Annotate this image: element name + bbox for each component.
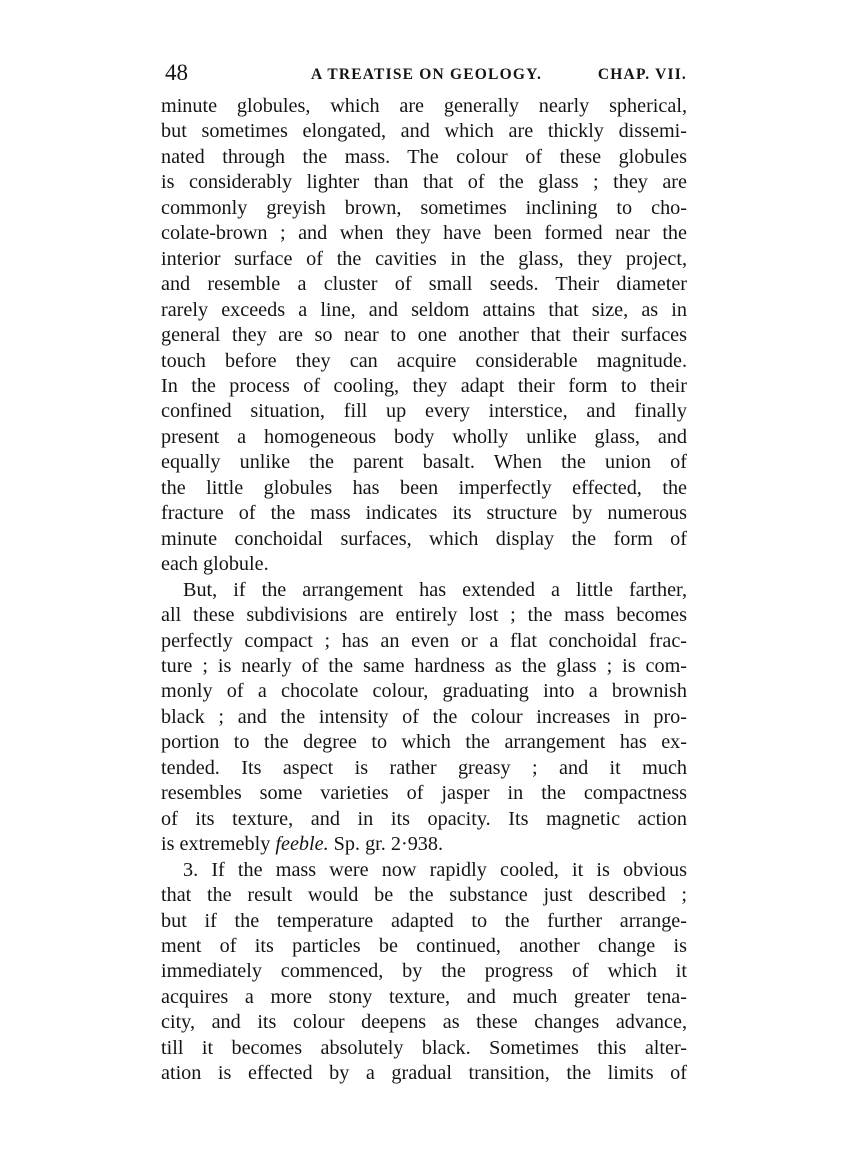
text-line: touch before they can acquire considerable magnitude. (161, 349, 687, 372)
text-line: all these subdivisions are entirely lost ; the mass becomes (161, 604, 687, 627)
text-line: city, and its colour deepens as these changes advance, (161, 1011, 687, 1034)
text-line: of its texture, and in its opacity. Its magnetic action (161, 807, 687, 830)
text-line: general they are so near to one another that their surfaces (161, 324, 687, 347)
page-number: 48 (165, 60, 188, 85)
text-line: commonly greyish brown, sometimes inclining to cho- (161, 196, 687, 219)
paragraph-2 (161, 578, 687, 858)
text-line: nated through the mass. The colour of these globules (161, 145, 687, 168)
italic-word: feeble. (275, 833, 329, 856)
text-line: each globule. (161, 553, 269, 576)
text-line: confined situation, fill up every interstice, and finally (161, 400, 687, 423)
text-line: but sometimes elongated, and which are thickly dissemi- (161, 120, 687, 143)
text-line: ation is effected by a gradual transition, the limits of (161, 1062, 687, 1085)
text-line: and resemble a cluster of small seeds. Their diameter (161, 273, 687, 296)
paragraph-3 (161, 858, 687, 1087)
text-line: In the process of cooling, they adapt their form to their (161, 374, 687, 397)
text-line: is considerably lighter than that of the glass ; they are (161, 171, 687, 194)
text-line: but if the temperature adapted to the further arrange- (161, 909, 687, 932)
text-line: till it becomes absolutely black. Sometimes this alter- (161, 1036, 687, 1059)
text-line: perfectly compact ; has an even or a flat conchoidal frac- (161, 629, 687, 652)
text-line (161, 832, 687, 857)
text-fragment: Sp. gr. 2·938. (328, 833, 444, 856)
text-line: acquires a more stony texture, and much greater tena- (161, 985, 687, 1008)
text-line: ment of its particles be continued, another change is (161, 934, 687, 957)
text-line: equally unlike the parent basalt. When the union of (161, 451, 687, 474)
book-page (161, 58, 687, 1087)
text-line: 3. If the mass were now rapidly cooled, it is obvious (183, 858, 687, 881)
text-line: that the result would be the substance just described ; (161, 884, 687, 907)
text-line: resembles some varieties of jasper in the compactness (161, 782, 687, 805)
text-line: minute globules, which are generally nearly spherical, (161, 95, 687, 117)
text-line: interior surface of the cavities in the glass, they project, (161, 247, 687, 270)
text-line: But, if the arrangement has extended a little farther, (183, 578, 687, 601)
text-line: present a homogeneous body wholly unlike glass, and (161, 425, 687, 448)
text-line: minute conchoidal surfaces, which display the form of (161, 527, 687, 550)
text-line: rarely exceeds a line, and seldom attains that size, as in (161, 298, 687, 321)
running-header (161, 58, 687, 94)
text-line: ture ; is nearly of the same hardness as the glass ; is com- (161, 654, 687, 677)
text-line: the little globules has been imperfectly effected, the (161, 476, 687, 499)
text-line: monly of a chocolate colour, graduating into a brownish (161, 680, 687, 703)
paragraph-1 (161, 94, 687, 578)
text-line: black ; and the intensity of the colour increases in pro- (161, 705, 687, 728)
text-fragment: is extremebly (161, 833, 276, 856)
text-line: colate-brown ; and when they have been formed near the (161, 222, 687, 245)
text-line: immediately commenced, by the progress of which it (161, 960, 687, 983)
text-line: tended. Its aspect is rather greasy ; and it much (161, 756, 687, 779)
running-title: A TREATISE ON GEOLOGY. (311, 66, 543, 83)
chapter-label: CHAP. VII. (597, 66, 687, 83)
text-line: fracture of the mass indicates its structure by numerous (161, 502, 687, 525)
text-line: portion to the degree to which the arrangement has ex- (161, 731, 687, 754)
